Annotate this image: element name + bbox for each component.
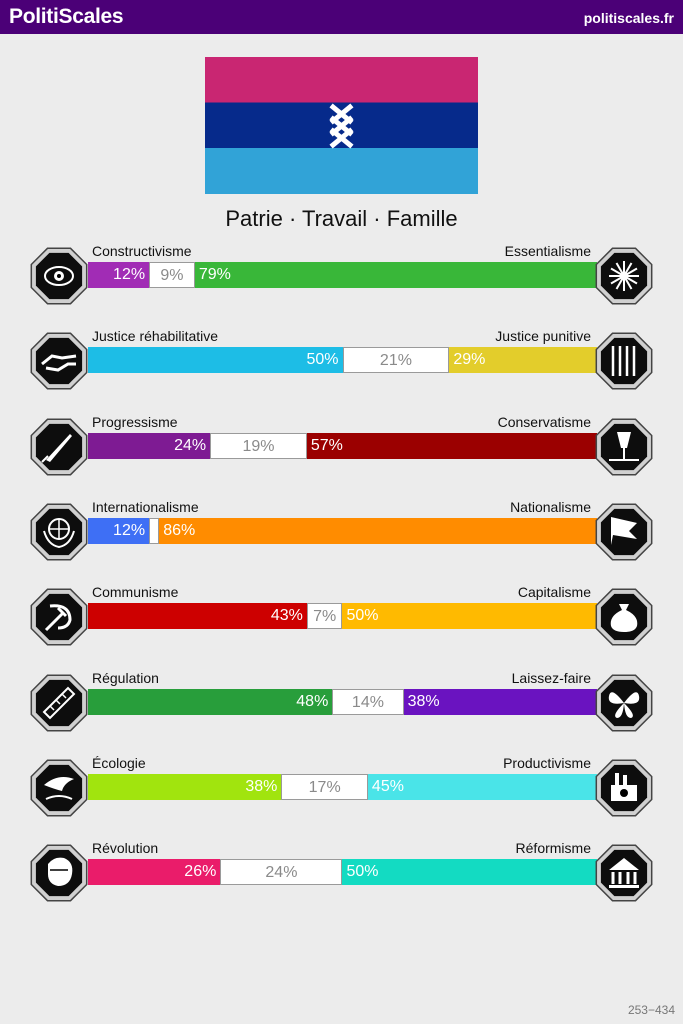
axis-left-label: Régulation: [92, 669, 159, 686]
axis-right-label: Productivisme: [503, 754, 591, 771]
top-bar: [0, 0, 683, 34]
slogan: Patrie · Travail · Famille: [225, 206, 458, 231]
axis-row: [0, 243, 683, 313]
axis-neutral-segment: 9%: [149, 262, 195, 288]
axis-left-segment: 43%: [88, 603, 307, 629]
flag-stripe-bottom: [205, 148, 478, 194]
axis-row: [0, 584, 683, 654]
axis-bar: [88, 859, 597, 885]
prison-bars-icon: [593, 330, 655, 392]
axis-bar: [88, 518, 597, 544]
footer-code: 253−434: [627, 1003, 675, 1017]
axis-neutral-segment: 17%: [281, 774, 368, 800]
axis-left-label: Constructivisme: [92, 243, 192, 259]
axis-right-segment: 50%: [342, 603, 597, 629]
fist-icon: [28, 842, 90, 904]
axis-left-segment: 50%: [88, 347, 343, 373]
axis-left-label: Écologie: [92, 754, 146, 771]
axis-neutral-segment: 24%: [220, 859, 342, 885]
axis-bar: [88, 603, 597, 629]
axis-neutral-segment: 7%: [307, 603, 343, 629]
axis-right-segment: 50%: [342, 859, 597, 885]
axis-left-label: Justice réhabilitative: [92, 328, 219, 345]
flower-icon: [593, 245, 655, 307]
axis-bar: [88, 774, 597, 800]
axis-right-label: Justice punitive: [495, 328, 591, 345]
axis-left-segment: 48%: [88, 689, 332, 715]
result-flag: [205, 57, 478, 194]
bird-icon: [28, 757, 90, 819]
axis-neutral-segment: 21%: [343, 347, 450, 373]
ruler-icon: [28, 672, 90, 734]
factory-icon: [593, 757, 655, 819]
money-bag-icon: [593, 586, 655, 648]
axis-right-segment: 86%: [159, 518, 597, 544]
axis-right-label: Nationalisme: [510, 498, 591, 515]
flag-icon: [593, 501, 655, 563]
parliament-icon: [593, 842, 655, 904]
axis-bar: [88, 689, 597, 715]
axis-row: [0, 499, 683, 569]
axis-right-segment: 38%: [404, 689, 597, 715]
axis-left-label: Internationalisme: [92, 498, 199, 515]
globe-laurel-icon: [28, 501, 90, 563]
axis-left-segment: 38%: [88, 774, 281, 800]
axis-neutral-segment: [149, 518, 159, 544]
axis-right-label: Capitalisme: [517, 584, 591, 601]
axis-right-segment: 29%: [449, 347, 597, 373]
axis-bar: [88, 433, 597, 459]
axis-row: [0, 670, 683, 740]
axis-bar: [88, 347, 597, 373]
axis-left-segment: 26%: [88, 859, 220, 885]
axis-right-segment: 57%: [307, 433, 597, 459]
axis-neutral-segment: 19%: [210, 433, 307, 459]
butterfly-icon: [593, 672, 655, 734]
axis-right-label: Réformisme: [515, 840, 591, 857]
site-link[interactable]: politiscales.fr: [583, 10, 674, 26]
axis-left-segment: 24%: [88, 433, 210, 459]
axis-row: [0, 840, 683, 910]
rocket-icon: [28, 416, 90, 478]
axis-row: [0, 414, 683, 484]
hammer-sickle-icon: [28, 586, 90, 648]
axis-right-label: Laissez-faire: [511, 669, 591, 686]
axis-left-segment: 12%: [88, 518, 149, 544]
handshake-icon: [28, 330, 90, 392]
axis-left-label: Progressisme: [92, 413, 178, 430]
axis-left-segment: 12%: [88, 262, 149, 288]
axis-row: [0, 755, 683, 825]
axis-bar: [88, 262, 597, 288]
eye-icon: [28, 245, 90, 307]
flag-stripe-top: [205, 57, 478, 103]
brand-title[interactable]: PolitiScales: [9, 5, 124, 28]
axis-right-label: Essentialisme: [504, 243, 591, 259]
axis-right-segment: 79%: [195, 262, 597, 288]
axis-left-label: Révolution: [92, 840, 159, 857]
axis-neutral-segment: 14%: [332, 689, 403, 715]
axis-right-label: Conservatisme: [497, 413, 591, 430]
quill-icon: [593, 416, 655, 478]
axis-right-segment: 45%: [368, 774, 597, 800]
axis-row: [0, 328, 683, 398]
axis-left-label: Communisme: [92, 584, 179, 601]
